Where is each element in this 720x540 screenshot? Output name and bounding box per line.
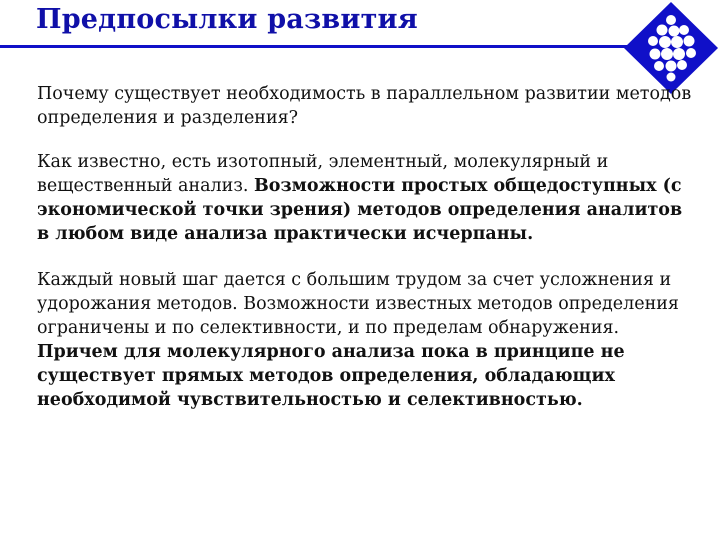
methods-limits-paragraph: [37, 268, 697, 412]
title-underline: [0, 45, 640, 48]
analysis-types-paragraph: [37, 150, 697, 246]
methods-limits-text: Каждый новый шаг дается с большим трудом за счет усложнения и удорожания методов. Возможности известных методов определения ограничены и по селективности, и по пределам обнаружения.: [37, 270, 679, 338]
methods-limits-emphasis: Причем для молекулярного анализа пока в принципе не существует прямых методов определения, обладающих необходимой чувствительностью и селективностью.: [37, 342, 625, 410]
slide-title: Предпосылки развития: [36, 4, 418, 35]
question-paragraph: Почему существует необходимость в параллельном развитии методов определения и разделения?: [37, 84, 692, 128]
analysis-types-text: Как известно, есть изотопный, элементный, молекулярный и вещественный анализ.: [37, 152, 609, 196]
analysis-types-emphasis: Возможности простых общедоступных (с экономической точки зрения) методов определения аналитов в любом виде анализа практически исчерпаны.: [37, 176, 683, 244]
slide-body: [37, 82, 697, 412]
